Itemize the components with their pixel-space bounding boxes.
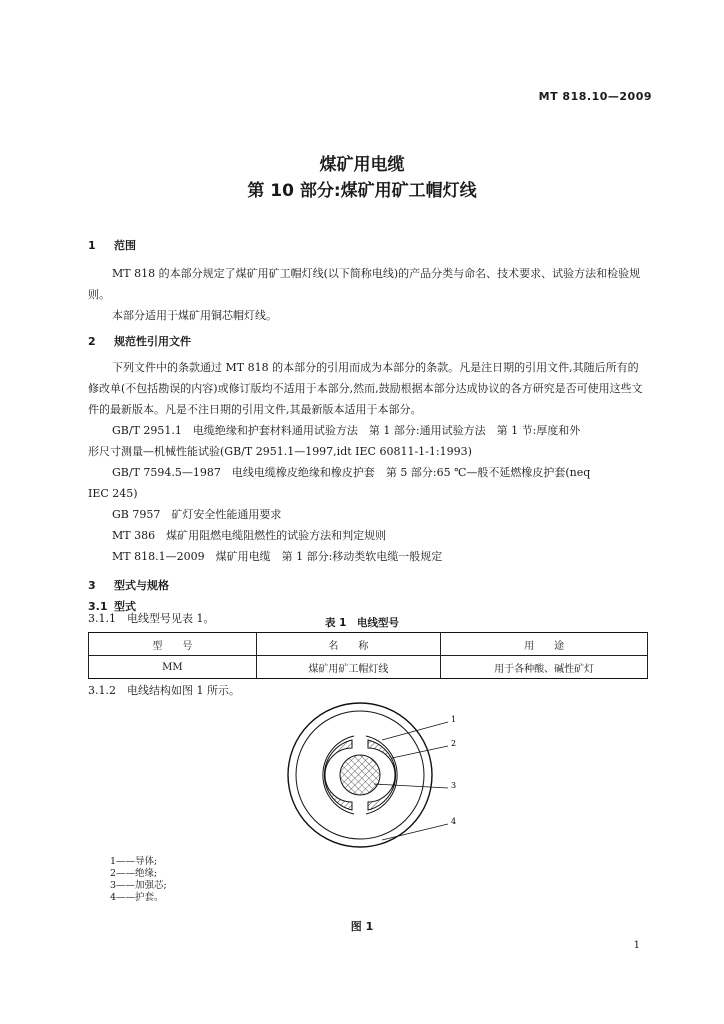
table-header-model: 型 号 xyxy=(89,633,257,656)
reference-2-line-1: GB/T 7594.5—1987 电线电缆橡皮绝缘和橡皮护套 第 5 部分:65 ℃—般不延燃橡皮护套(neq xyxy=(112,466,591,479)
section-3-1-number: 3.1 xyxy=(88,600,108,613)
reference-5: MT 818.1—2009 煤矿用电缆 第 1 部分:移动类软电缆一般规定 xyxy=(112,550,443,563)
legend-item: 4——护套。 xyxy=(110,892,164,903)
callout-1: 1 xyxy=(451,715,457,724)
section-1-para-2: 本部分适用于煤矿用铜芯帽灯线。 xyxy=(112,309,277,322)
section-2-heading xyxy=(88,333,191,349)
title-line1: 煤矿用电缆 xyxy=(319,155,405,175)
table-cell-model: MM xyxy=(89,656,257,679)
table-header-name: 名 称 xyxy=(256,633,440,656)
table-header-usage: 用 途 xyxy=(441,633,648,656)
table-cell-name: 煤矿用矿工帽灯线 xyxy=(256,656,440,679)
figure-1-caption: 图 1 xyxy=(350,920,374,933)
section-1-number: 1 xyxy=(88,239,96,252)
section-3-title: 型式与规格 xyxy=(114,579,169,592)
section-2-intro: 下列文件中的条款通过 MT 818 的本部分的引用而成为本部分的条款。凡是注日期的引用文件,其随后所有的修改单(不包括勘误的内容)或修订版均不适用于本部分,然而,鼓励根据本部分达成协议的各方研究是否可使用这些文件的最新版本。凡是不注日期的引用文件,其最新版本适用于本部分。 xyxy=(88,361,643,416)
cable-cross-section-diagram xyxy=(270,700,470,850)
reference-4: MT 386 煤矿用阻燃电缆阻燃性的试验方法和判定规则 xyxy=(112,529,387,542)
section-3-1-1: 3.1.1 电线型号见表 1。 xyxy=(88,612,215,625)
table-header-row xyxy=(89,633,648,656)
section-3-heading xyxy=(88,577,169,593)
reference-1-line-2: 形尺寸测量—机械性能试验(GB/T 2951.1—1997,idt IEC 60811-1-1:1993) xyxy=(88,445,472,458)
section-3-1-title: 型式 xyxy=(114,600,136,613)
table-row xyxy=(89,656,648,679)
section-1-title: 范围 xyxy=(114,239,136,252)
legend-item: 1——导体; xyxy=(110,856,158,867)
figure-legend xyxy=(110,856,167,904)
callout-4: 4 xyxy=(451,817,457,826)
section-3-1-2: 3.1.2 电线结构如图 1 所示。 xyxy=(88,684,240,697)
section-2-title: 规范性引用文件 xyxy=(114,335,191,348)
section-3-number: 3 xyxy=(88,579,96,592)
legend-item: 3——加强芯; xyxy=(110,880,167,891)
table-1-caption: 表 1 电线型号 xyxy=(325,617,399,629)
standard-code: MT 818.10—2009 xyxy=(538,90,652,103)
table-cell-usage: 用于各种酸、碱性矿灯 xyxy=(441,656,648,679)
page-number: 1 xyxy=(633,940,640,951)
table-1 xyxy=(88,632,648,679)
callout-2: 2 xyxy=(451,739,457,748)
title-line2: 第 10 部分:煤矿用矿工帽灯线 xyxy=(247,181,477,201)
legend-item: 2——绝缘; xyxy=(110,868,158,879)
section-1-heading xyxy=(88,237,136,253)
reinforcing-core xyxy=(340,755,380,795)
callout-3: 3 xyxy=(451,781,457,790)
reference-3: GB 7957 矿灯安全性能通用要求 xyxy=(112,508,282,521)
reference-1-line-1: GB/T 2951.1 电缆绝缘和护套材料通用试验方法 第 1 部分:通用试验方法 第 1 节:厚度和外 xyxy=(112,424,581,437)
section-1-para-1: MT 818 的本部分规定了煤矿用矿工帽灯线(以下简称电线)的产品分类与命名、技术要求、试验方法和检验规则。 xyxy=(88,267,641,301)
reference-2-line-2: IEC 245) xyxy=(88,487,138,500)
section-2-number: 2 xyxy=(88,335,96,348)
